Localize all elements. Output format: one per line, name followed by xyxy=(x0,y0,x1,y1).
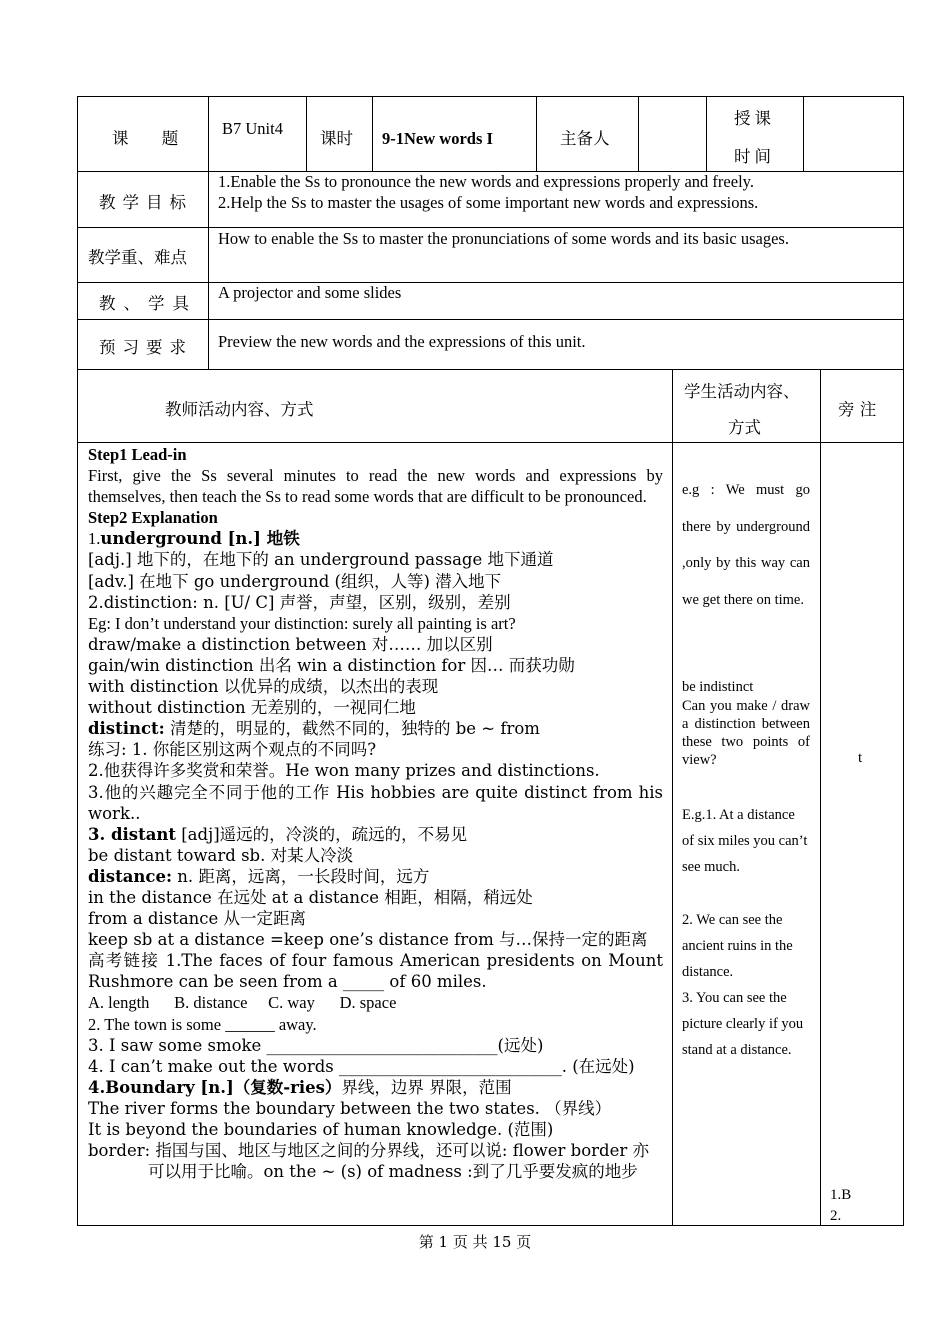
notes-mark: t xyxy=(858,750,863,766)
word-1-adv: [adv.] 在地下 go underground (组织，人等) 潜入地下 xyxy=(88,571,502,591)
word-3-phrase-4: keep sb at a distance =keep one’s distance from 与…保持一定的距离 xyxy=(88,930,648,950)
table-line xyxy=(77,442,904,443)
word-2-heading: 2.distinction: n. [U/ C] 声誉，声望，区别，级别，差别 xyxy=(88,592,511,612)
step1-text: First, give the Ss several minutes to read the new words and expressions by themselves, then teach the Ss to read some words that are difficult to be pronounced. xyxy=(88,466,663,507)
student-example-4: 3. You can see the picture clearly if you stand at a distance. xyxy=(682,990,804,1058)
word-2-phrase-3: with distinction 以优异的成绩，以杰出的表现 xyxy=(88,677,439,697)
objectives-line-2: 2.Help the Ss to master the usages of some important new words and expressions. xyxy=(218,193,759,212)
word-2-phrase-4: without distinction 无差别的，一视同仁地 xyxy=(88,698,416,718)
table-line xyxy=(803,96,804,172)
word-3-distance xyxy=(88,866,663,887)
question-3: 3. I saw some smoke ____________________________(远处) xyxy=(88,1035,544,1055)
table-line xyxy=(306,96,307,172)
word-4-border: border: 指国与国、地区与地区之间的分界线，还可以说: flower border 亦可以用于比喻。on the ~ (s) of madness :到了几乎要发疯的地步 xyxy=(88,1141,650,1182)
ke-ti-value: B7 Unit4 xyxy=(222,119,283,138)
distinct-text: 清楚的，明显的，截然不同的，独特的 be ~ from xyxy=(164,719,540,739)
student-note-2: Can you make / draw a distinction between these two points of view? xyxy=(682,698,810,768)
zhu-bei-label: 主备人 xyxy=(560,129,610,148)
table-line xyxy=(77,96,904,97)
word-3-phrase-1: be distant toward sb. 对某人冷淡 xyxy=(88,845,354,865)
word-2-phrase-2: gain/win distinction 出名 win a distinction for 因… 而获功勋 xyxy=(88,655,575,675)
question-4: 4. I can’t make out the words ___________________________. (在远处) xyxy=(88,1056,635,1076)
objectives-line-1: 1.Enable the Ss to pronounce the new words and expressions properly and freely. xyxy=(218,172,754,191)
key-points-label: 教学重、难点 xyxy=(88,248,187,267)
table-line xyxy=(820,369,821,1226)
table-line xyxy=(77,96,78,1226)
word-2-exercise-2: 2.他获得许多奖赏和荣誉。He won many prizes and distinctions. xyxy=(88,761,600,781)
ke-shi-label: 课时 xyxy=(320,129,353,148)
student-example-3: 2. We can see the ancient ruins in the distance. xyxy=(682,912,793,980)
word-2-exercise-1: 练习: 1. 你能区别这两个观点的不同吗? xyxy=(88,740,377,760)
word-2-exercise-3: 3.他的兴趣完全不同于他的工作 His hobbies are quite distinct from his work.. xyxy=(88,782,663,823)
word-3-text: [adj]遥远的，冷淡的，疏远的，不易见 xyxy=(176,824,468,844)
question-2: 2. The town is some ______ away. xyxy=(88,1014,317,1034)
preview-label: 预习要求 xyxy=(99,338,193,357)
word-3-title: . distant xyxy=(99,824,176,844)
table-line xyxy=(77,369,904,370)
table-line xyxy=(706,96,707,172)
distinct-head: distinct: xyxy=(88,719,165,739)
word-4-title: 4.Boundary [n.]（复数-ries） xyxy=(88,1077,342,1097)
word-1-adj: [adj.] 地下的，在地下的 an underground passage 地下通道 xyxy=(88,550,554,570)
word-2-distinct xyxy=(88,718,663,739)
page-footer: 第 1 页 共 15 页 xyxy=(418,1233,532,1251)
word-4-heading xyxy=(88,1077,663,1098)
notes-column-header: 旁 注 xyxy=(838,400,877,419)
word-3-heading xyxy=(88,824,663,845)
table-line xyxy=(536,96,537,172)
table-line xyxy=(372,96,373,172)
word-3-phrase-2: in the distance 在远处 at a distance 相距，相隔，稍远处 xyxy=(88,887,533,907)
distance-text: n. 距离，远离，一长段时间，远方 xyxy=(172,866,430,886)
step2-title: Step2 Explanation xyxy=(88,508,218,528)
word-2-phrase-1: draw/make a distinction between 对…… 加以区别 xyxy=(88,634,493,654)
student-note-1: be indistinct xyxy=(682,679,754,695)
distance-head: distance: xyxy=(88,866,173,886)
table-line xyxy=(672,369,673,1226)
word-1-heading xyxy=(88,528,663,549)
teacher-column-header: 教师活动内容、方式 xyxy=(165,400,314,419)
step1-title: Step1 Lead-in xyxy=(88,445,187,464)
word-1-number: 1. xyxy=(88,529,101,549)
table-line xyxy=(208,96,209,370)
gaokao-question-1: 高考链接 1.The faces of four famous American presidents on Mount Rushmore can be seen from a _____ of 60 miles. xyxy=(88,951,663,992)
preview-text: Preview the new words and the expressions of this unit. xyxy=(218,332,586,351)
teacher-activity-content xyxy=(88,444,663,1182)
word-3-number: 3 xyxy=(88,824,100,844)
tools-label: 教、学具 xyxy=(99,294,197,313)
student-column-header-2: 方式 xyxy=(728,418,761,437)
student-example-1: e.g : We must go there by underground ,only by this way can we get there on time. xyxy=(682,482,810,608)
table-line xyxy=(638,96,639,172)
ke-ti-label: 课 题 xyxy=(112,129,193,148)
shou-ke-label: 授课 xyxy=(734,109,775,128)
notes-answer-2: 2. xyxy=(830,1208,842,1224)
shi-jian-label: 时间 xyxy=(734,147,775,166)
ke-shi-value: 9-1New words I xyxy=(382,129,493,148)
table-line xyxy=(77,282,904,283)
table-line xyxy=(903,96,904,1226)
gaokao-options: A. length B. distance C. way D. space xyxy=(88,993,397,1013)
student-column-header-1: 学生活动内容、 xyxy=(684,382,800,401)
word-4-example-1: The river forms the boundary between the two states. （界线） xyxy=(88,1098,612,1118)
objectives-label: 教学目标 xyxy=(99,193,193,212)
word-4-text: 界线，边界 界限，范围 xyxy=(341,1077,512,1097)
student-example-2: E.g.1. At a distance of six miles you can’t see much. xyxy=(682,807,808,875)
word-4-example-2: It is beyond the boundaries of human knowledge. (范围) xyxy=(88,1120,554,1139)
tools-text: A projector and some slides xyxy=(218,283,402,302)
word-3-phrase-3: from a distance 从一定距离 xyxy=(88,909,307,929)
key-points-text: How to enable the Ss to master the pronunciations of some words and its basic usages. xyxy=(218,229,789,248)
table-line xyxy=(77,319,904,320)
notes-answer-1: 1.B xyxy=(830,1187,852,1203)
table-line xyxy=(77,1225,904,1226)
word-1-title: underground [n.] 地铁 xyxy=(100,529,300,549)
word-2-example: Eg: I don’t understand your distinction: surely all painting is art? xyxy=(88,613,516,633)
